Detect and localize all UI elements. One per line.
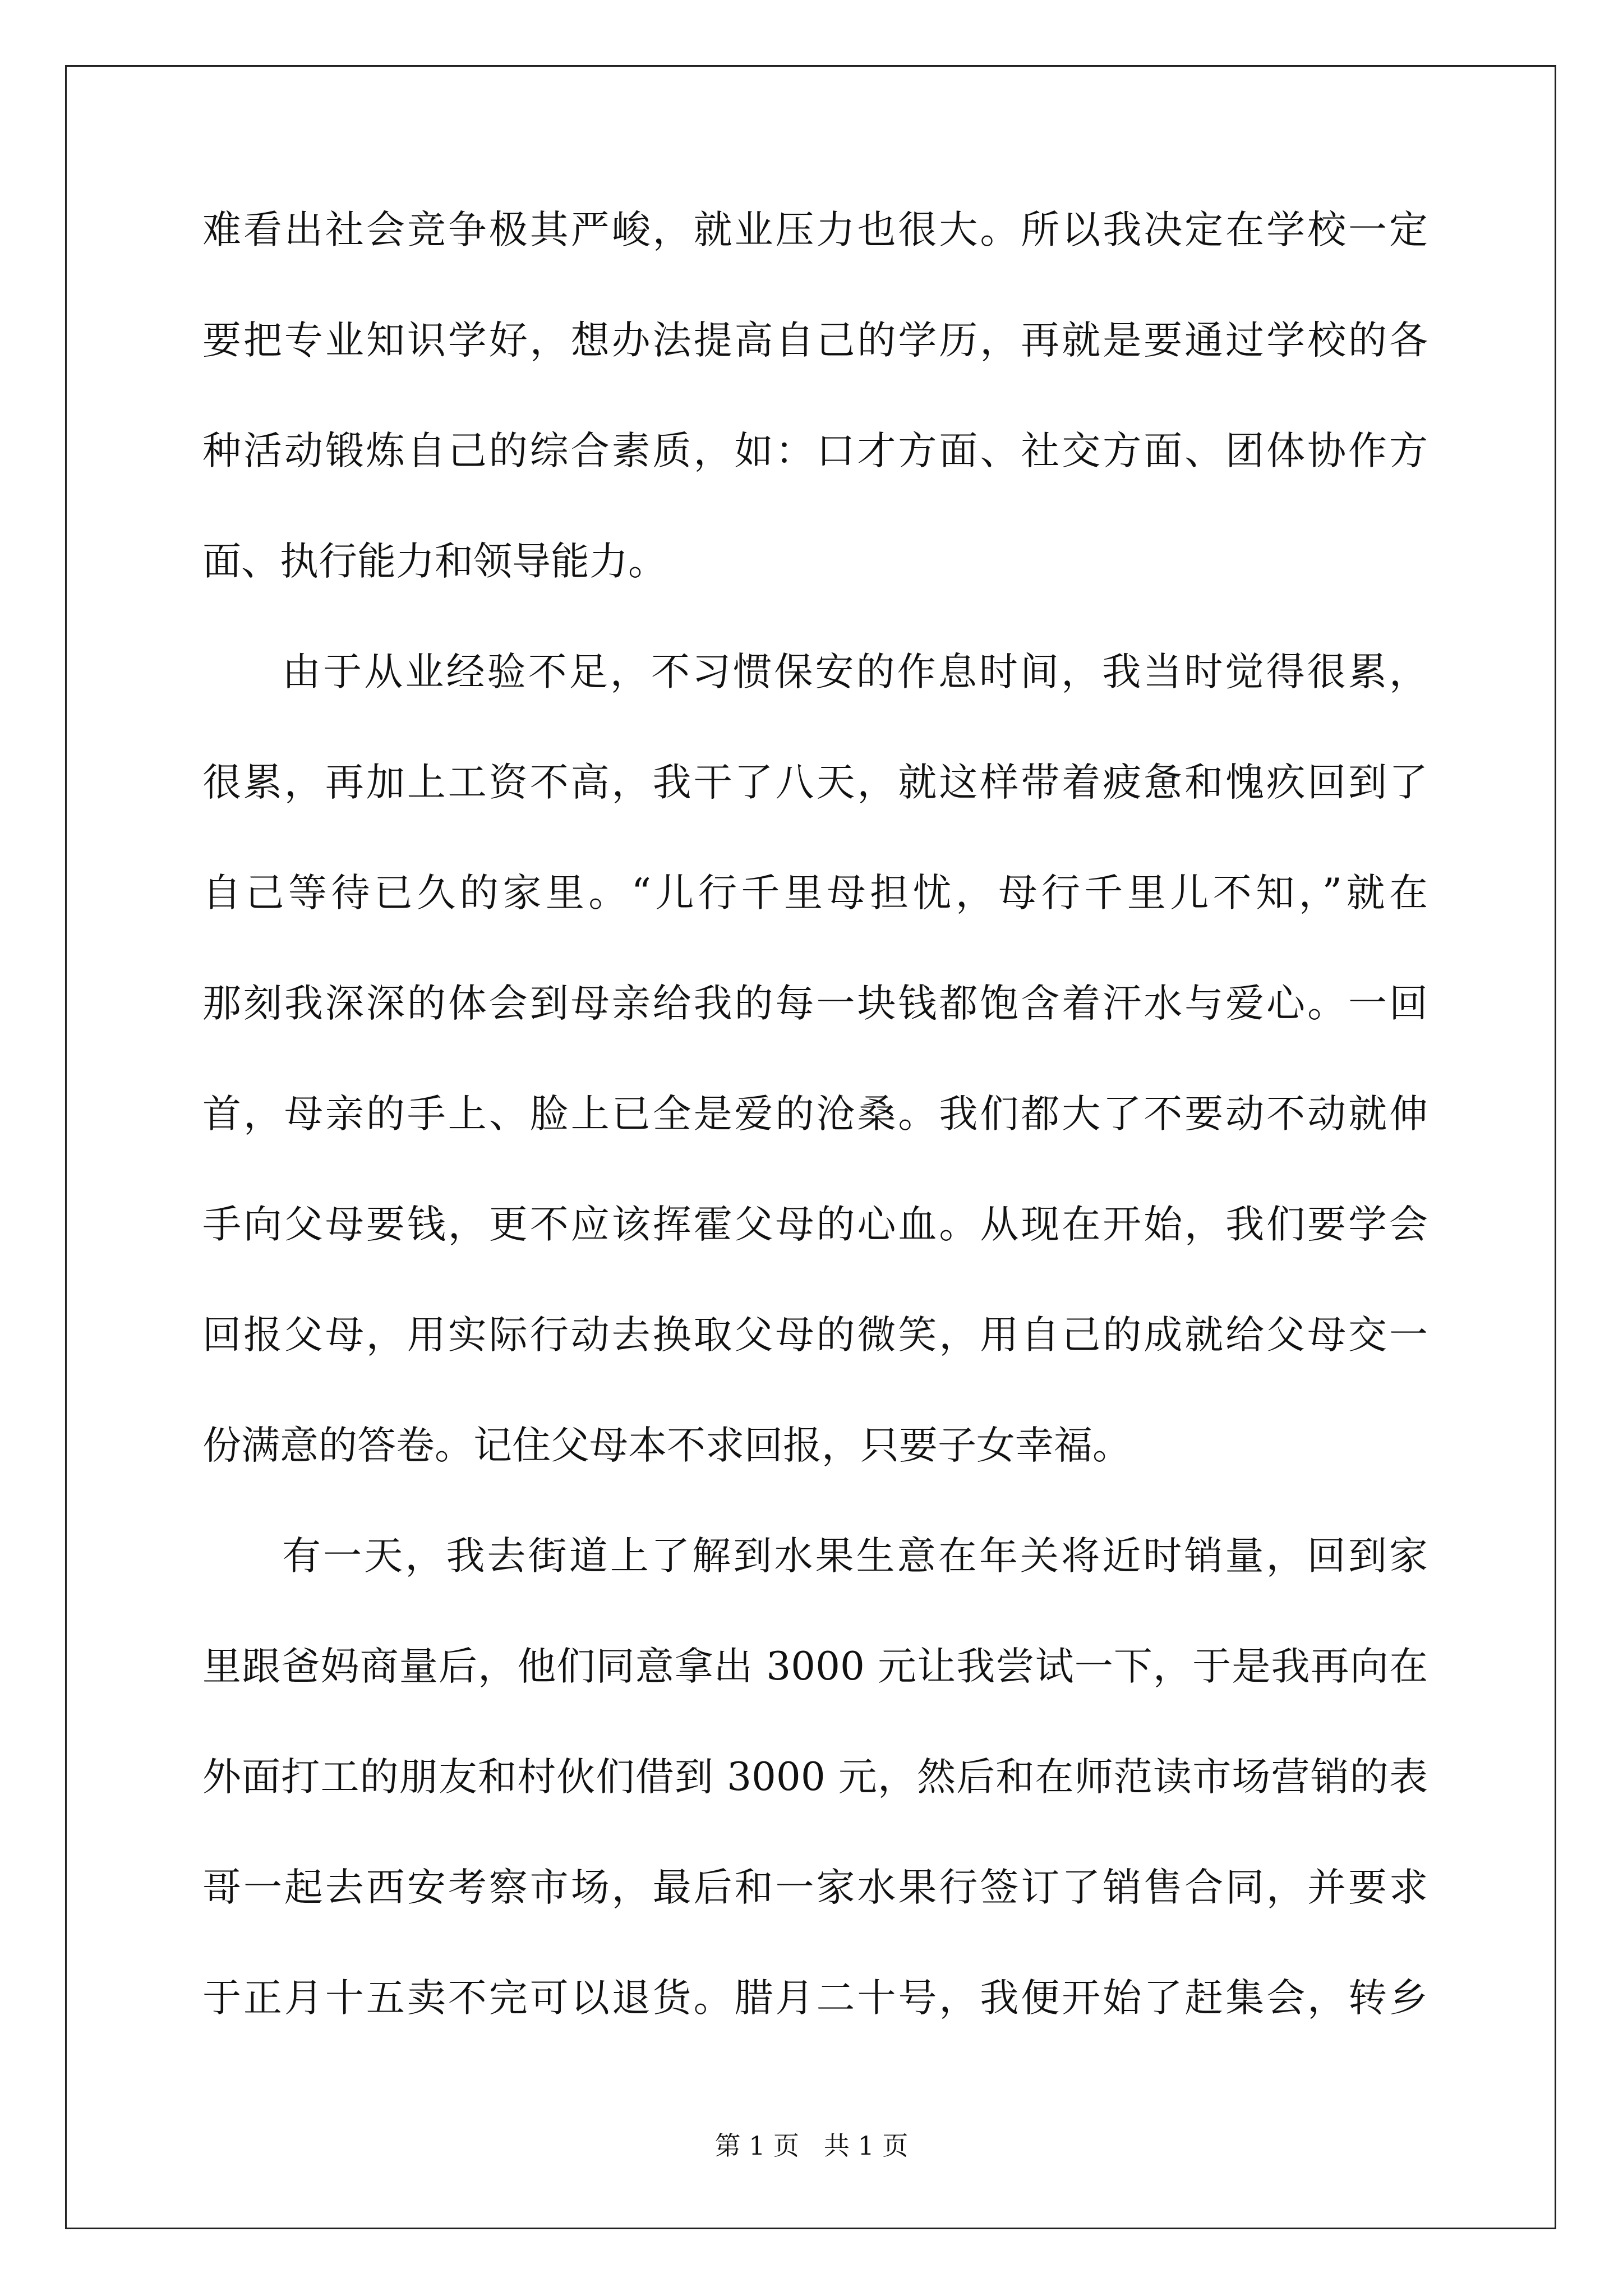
- text-line: 那刻我深深的体会到母亲给我的每一块钱都饱含着汗水与爱心。一回: [202, 981, 1428, 1026]
- text-line: 哥一起去西安考察市场，最后和一家水果行签订了销售合同，并要求: [202, 1865, 1428, 1910]
- paragraph-end-line: 面、执行能力和领导能力。: [202, 539, 667, 584]
- text-line: 很累，再加上工资不高，我干了八天，就这样带着疲惫和愧疚回到了: [202, 760, 1428, 805]
- text-line: 种活动锻炼自己的综合素质，如：口才方面、社交方面、团体协作方: [202, 429, 1428, 473]
- text-line: 自己等待已久的家里。“儿行千里母担忧，母行千里儿不知，”就在: [202, 871, 1428, 915]
- paragraph-start-line: 由于从业经验不足，不习惯保安的作息时间，我当时觉得很累，: [282, 650, 1428, 694]
- text-line: 回报父母，用实际行动去换取父母的微笑，用自己的成就给父母交一: [202, 1313, 1428, 1358]
- paragraph-start-line: 有一天，我去街道上了解到水果生意在年关将近时销量，回到家: [282, 1534, 1428, 1579]
- text-line: 要把专业知识学好，想办法提高自己的学历，再就是要通过学校的各: [202, 318, 1428, 363]
- text-line: 首，母亲的手上、脸上已全是爱的沧桑。我们都大了不要动不动就伸: [202, 1092, 1428, 1137]
- page-footer: 第 1 页 共 1 页: [714, 2131, 909, 2161]
- text-line: 于正月十五卖不完可以退货。腊月二十号，我便开始了赶集会，转乡: [202, 1976, 1428, 2021]
- text-line: 难看出社会竞争极其严峻，就业压力也很大。所以我决定在学校一定: [202, 208, 1428, 252]
- text-line: 手向父母要钱，更不应该挥霍父母的心血。从现在开始，我们要学会: [202, 1202, 1428, 1247]
- text-line: 外面打工的朋友和村伙们借到 3000 元，然后和在师范读市场营销的表: [202, 1755, 1428, 1800]
- text-line: 里跟爸妈商量后，他们同意拿出 3000 元让我尝试一下，于是我再向在: [202, 1644, 1428, 1689]
- paragraph-end-line: 份满意的答卷。记住父母本不求回报，只要子女幸福。: [202, 1423, 1131, 1468]
